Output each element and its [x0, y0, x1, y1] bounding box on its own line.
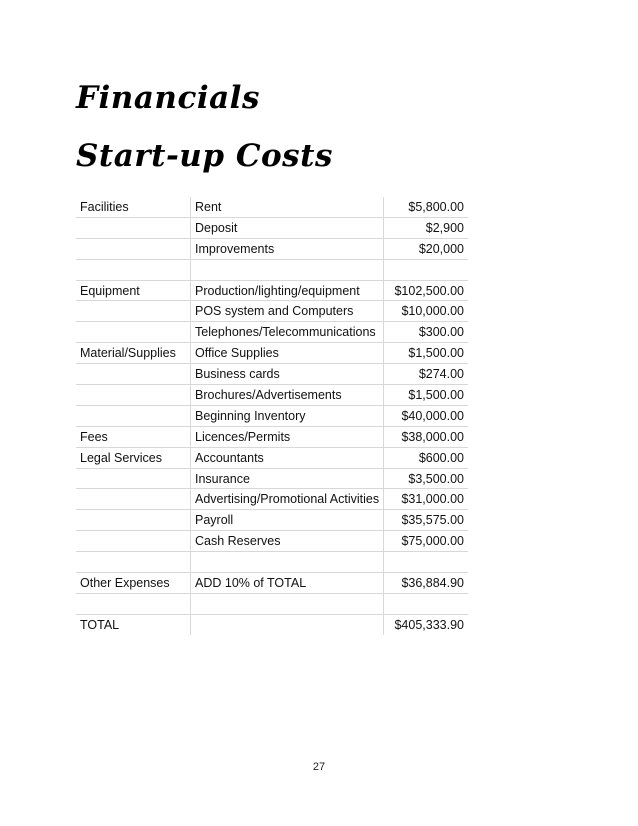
category-cell — [76, 468, 191, 489]
category-cell: Material/Supplies — [76, 343, 191, 364]
item-cell: Production/lighting/equipment — [191, 280, 384, 301]
amount-cell: $300.00 — [384, 322, 468, 343]
amount-cell: $3,500.00 — [384, 468, 468, 489]
table-row — [76, 593, 468, 614]
category-cell — [76, 238, 191, 259]
category-cell — [76, 259, 191, 280]
amount-cell: $38,000.00 — [384, 426, 468, 447]
table-row — [76, 343, 468, 364]
table-row — [76, 364, 468, 385]
table-row — [76, 217, 468, 238]
table-row — [76, 573, 468, 594]
item-cell: POS system and Computers — [191, 301, 384, 322]
amount-cell: $405,333.90 — [384, 614, 468, 634]
table-row — [76, 489, 468, 510]
amount-cell: $2,900 — [384, 217, 468, 238]
table-row — [76, 322, 468, 343]
table-row — [76, 426, 468, 447]
category-cell — [76, 489, 191, 510]
amount-cell: $35,575.00 — [384, 510, 468, 531]
category-cell — [76, 531, 191, 552]
category-cell — [76, 552, 191, 573]
category-cell: Fees — [76, 426, 191, 447]
item-cell: Licences/Permits — [191, 426, 384, 447]
table-row — [76, 301, 468, 322]
table-row — [76, 531, 468, 552]
category-cell — [76, 405, 191, 426]
item-cell: Advertising/Promotional Activities — [191, 489, 384, 510]
category-cell — [76, 217, 191, 238]
category-cell — [76, 322, 191, 343]
category-cell: Facilities — [76, 197, 191, 217]
item-cell: Payroll — [191, 510, 384, 531]
amount-cell: $1,500.00 — [384, 343, 468, 364]
category-cell: Equipment — [76, 280, 191, 301]
table-row — [76, 552, 468, 573]
page-title: Financials — [76, 80, 260, 116]
item-cell: Telephones/Telecommunications — [191, 322, 384, 343]
table-row — [76, 510, 468, 531]
category-cell — [76, 301, 191, 322]
table-row — [76, 238, 468, 259]
item-cell — [191, 593, 384, 614]
table-row — [76, 385, 468, 406]
amount-cell — [384, 259, 468, 280]
amount-cell — [384, 593, 468, 614]
item-cell: Cash Reserves — [191, 531, 384, 552]
category-cell — [76, 593, 191, 614]
item-cell: Rent — [191, 197, 384, 217]
amount-cell: $5,800.00 — [408, 199, 464, 214]
table-row — [76, 468, 468, 489]
item-cell — [191, 614, 384, 634]
page-number: 27 — [312, 761, 326, 773]
amount-cell: $20,000 — [384, 238, 468, 259]
section-title: Start-up Costs — [76, 138, 333, 174]
startup-costs-table — [76, 197, 468, 635]
amount-cell: $102,500.00 — [384, 280, 468, 301]
category-cell — [76, 510, 191, 531]
item-cell: ADD 10% of TOTAL — [191, 573, 384, 594]
table-row — [76, 259, 468, 280]
item-cell: Deposit — [191, 217, 384, 238]
item-cell: Business cards — [191, 364, 384, 385]
category-cell: Other Expenses — [76, 573, 191, 594]
item-cell: Accountants — [191, 447, 384, 468]
item-cell — [191, 259, 384, 280]
table-row — [76, 197, 468, 217]
category-cell — [76, 364, 191, 385]
category-cell: Legal Services — [76, 447, 191, 468]
amount-cell: $1,500.00 — [384, 385, 468, 406]
amount-cell: $274.00 — [384, 364, 468, 385]
item-cell: Insurance — [191, 468, 384, 489]
item-cell: Office Supplies — [191, 343, 384, 364]
table-row — [76, 405, 468, 426]
amount-cell: $40,000.00 — [384, 405, 468, 426]
amount-cell: $75,000.00 — [384, 531, 468, 552]
amount-cell — [384, 552, 468, 573]
amount-cell: $31,000.00 — [384, 489, 468, 510]
amount-cell: $10,000.00 — [384, 301, 468, 322]
table-row-total — [76, 614, 468, 634]
item-cell — [191, 552, 384, 573]
amount-cell: $600.00 — [384, 447, 468, 468]
category-cell: TOTAL — [76, 614, 191, 634]
table-row — [76, 280, 468, 301]
amount-cell: $36,884.90 — [384, 573, 468, 594]
category-cell — [76, 385, 191, 406]
item-cell: Improvements — [191, 238, 384, 259]
table-row — [76, 447, 468, 468]
item-cell: Brochures/Advertisements — [191, 385, 384, 406]
item-cell: Beginning Inventory — [191, 405, 384, 426]
